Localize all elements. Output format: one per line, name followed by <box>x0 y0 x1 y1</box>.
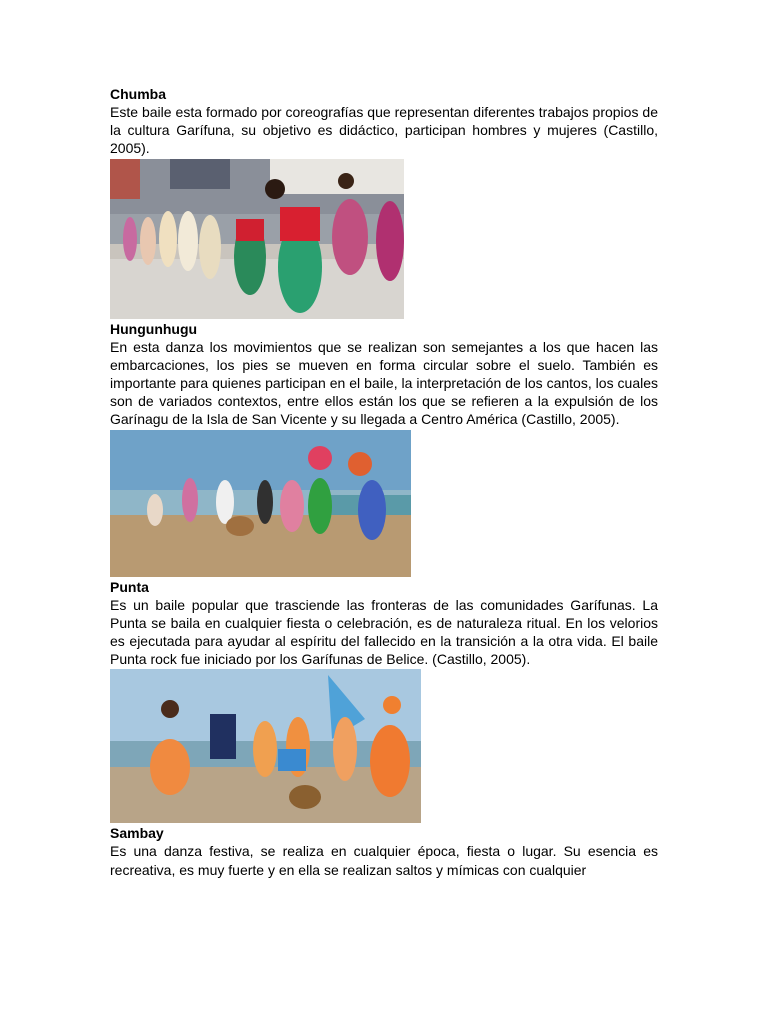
section-text-sambay: Es una danza festiva, se realiza en cualquier época, fiesta o lugar. Su esencia es recreativa, es muy fuerte y en ella se realizan saltos y mímicas con cualquier <box>110 843 658 878</box>
hungunhugu-beach-photo <box>110 430 411 577</box>
section-title-chumba: Chumba <box>110 86 166 102</box>
section-title-sambay: Sambay <box>110 825 164 842</box>
section-text-hungunhugu: En esta danza los movimientos que se realizan son semejantes a los que hacen las embarcaciones, los pies se mueven en forma circular sobre el suelo. También es importante para quienes participan en el baile, la interpretación de los cantos, los cuales son de variados contextos, entre ellos están los que se refieren a la expulsión de los Garínagu de la Isla de San Vicente y su llegada a Centro América (Castillo, 2005). <box>110 338 658 428</box>
section-title-hungunhugu: Hungunhugu <box>110 320 198 337</box>
section-text-punta: Es un baile popular que trasciende las fronteras de las comunidades Garífunas. La Punta se baila en cualquier fiesta o celebración, es de naturaleza ritual. En los velorios es ejecutada para ayudar al espíritu del fallecido en la transición a la otra vida. El baile Punta rock fue iniciado por los Garífunas de Belice. (Castillo, 2005). <box>110 596 658 668</box>
section-text-chumba: Este baile esta formado por coreografías que representan diferentes trabajos propios de la cultura Garífuna, su objetivo es didáctico, participan hombres y mujeres (Castillo, 2005). <box>110 104 658 157</box>
document-page <box>110 86 658 879</box>
chumba-dance-photo <box>110 159 404 319</box>
section-title-punta: Punta <box>110 578 149 595</box>
punta-beach-photo <box>110 669 421 823</box>
